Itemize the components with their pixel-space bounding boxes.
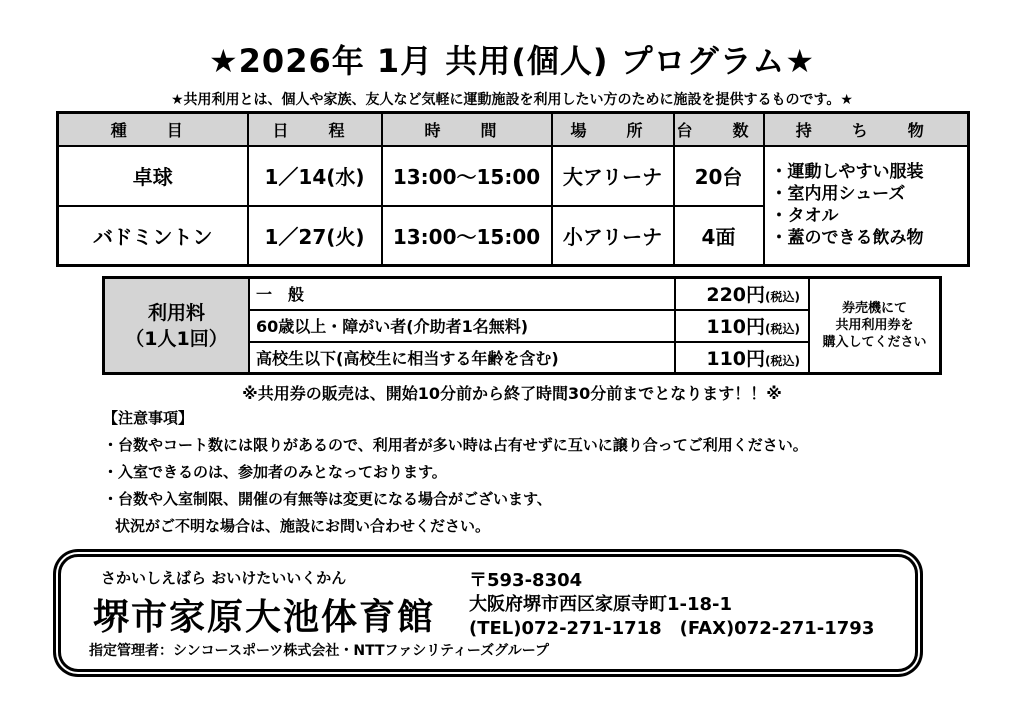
postal-code: 〒593-8304 <box>469 570 583 591</box>
facility-address <box>469 569 874 641</box>
fee-price: 110円(税込) <box>675 310 809 342</box>
event-cell: 卓球 <box>58 146 248 206</box>
fee-category: 高校生以下(高校生に相当する年齢を含む) <box>249 342 675 374</box>
program-table <box>56 111 970 267</box>
place-cell: 大アリーナ <box>552 146 674 206</box>
event-cell: バドミントン <box>58 206 248 266</box>
fee-price: 110円(税込) <box>675 342 809 374</box>
table-row <box>58 146 969 206</box>
header-event: 種 目 <box>58 113 248 146</box>
buy-note: 券売機にて 共用利用券を 購入してください <box>809 278 941 374</box>
fee-label-line2: （1人1回） <box>125 327 228 350</box>
fee-label <box>104 278 250 374</box>
items-cell <box>764 146 969 266</box>
header-time: 時 間 <box>382 113 552 146</box>
facility-info-box <box>58 554 918 672</box>
fee-table <box>102 276 942 375</box>
header-count: 台 数 <box>674 113 764 146</box>
count-cell: 4面 <box>674 206 764 266</box>
fee-label-line1: 利用料 <box>148 301 206 324</box>
sale-note: ※共用券の販売は、開始10分前から終了時間30分前までとなります！！※ <box>242 384 782 403</box>
table-row <box>104 278 941 310</box>
street-address: 大阪府堺市西区家原寺町1-18-1 <box>469 594 733 615</box>
list-item: ・蓋のできる飲み物 <box>770 228 924 249</box>
fee-category: 60歳以上・障がい者(介助者1名無料) <box>249 310 675 342</box>
time-cell: 13:00～15:00 <box>382 146 552 206</box>
note-line: ・入室できるのは、参加者のみとなっております。 <box>103 463 447 481</box>
list-item: ・タオル <box>770 206 839 227</box>
facility-furigana: さかいしえばら おいけたいいくかん <box>101 569 347 587</box>
fee-category: 一 般 <box>249 278 675 310</box>
count-cell: 20台 <box>674 146 764 206</box>
time-cell: 13:00～15:00 <box>382 206 552 266</box>
header-items: 持 ち 物 <box>764 113 969 146</box>
note-line: ・台数やコート数には限りがあるので、利用者が多い時は占有せずに互いに譲り合ってご利用ください。 <box>103 436 808 454</box>
date-cell: 1／27(火) <box>248 206 382 266</box>
date-cell: 1／14(水) <box>248 146 382 206</box>
designated-managers: 指定管理者：シンコースポーツ株式会社・NTTファシリティーズグループ <box>89 643 550 659</box>
note-line: 状況がご不明な場合は、施設にお問い合わせください。 <box>115 517 491 535</box>
note-line: ・台数や入室制限、開催の有無等は変更になる場合がございます、 <box>103 490 552 508</box>
header-date: 日 程 <box>248 113 382 146</box>
place-cell: 小アリーナ <box>552 206 674 266</box>
list-item: ・室内用シューズ <box>770 184 906 205</box>
program-table-header <box>58 113 969 146</box>
fee-price: 220円(税込) <box>675 278 809 310</box>
notes-heading: 【注意事項】 <box>103 409 194 427</box>
facility-name: 堺市家原大池体育館 <box>93 597 436 638</box>
page-subtitle: ★共用利用とは、個人や家族、友人など気軽に運動施設を利用したい方のために施設を提供するものです。★ <box>171 92 853 108</box>
page-title: ★2026年 1月 共用(個人) プログラム★ <box>208 42 816 80</box>
phone-fax: (TEL)072-271-1718 (FAX)072-271-1793 <box>469 618 875 639</box>
notes-section <box>103 405 808 540</box>
list-item: ・運動しやすい服装 <box>770 162 924 183</box>
header-place: 場 所 <box>552 113 674 146</box>
